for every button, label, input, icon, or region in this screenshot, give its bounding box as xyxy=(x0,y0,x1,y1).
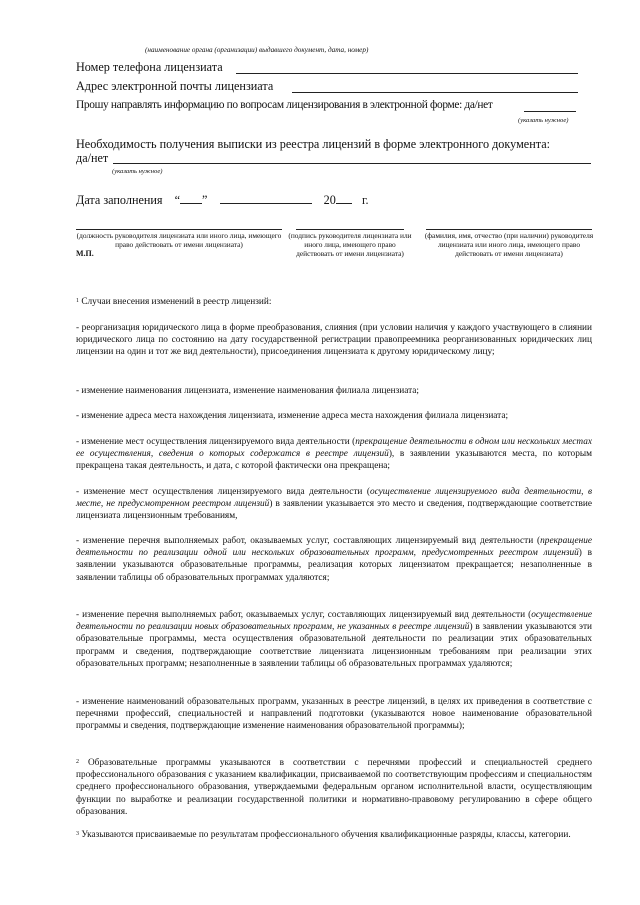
extract-label: Необходимость получения выписки из реестра лицензий в форме электронного документа: xyxy=(76,137,550,151)
case-programs-new: - изменение перечня выполняемых работ, оказываемых услуг, составляющих лицензируемый вид деятельности (осуществление деятельности по реализации новых образовательных программ, не указанных в реестре лицензий) в заявлении указываются эти образовательные программы, места осуществления образовательной деятельности по реализации этих образовательных программ и сведения, подтверждающие соответствие лицензиата лицензионным требованиям при реализации этих образовательных программ; незаполненные в заявлении таблицы об образовательных программах удаляются; xyxy=(76,610,592,669)
name-caption: (фамилия, имя, отчество (при наличии) руководителя лицензиата или иного лица, имеющего право действовать от имени лицензиата) xyxy=(424,231,594,258)
date-row xyxy=(76,192,369,208)
date-day-field[interactable] xyxy=(180,192,202,204)
date-month-field[interactable] xyxy=(220,192,312,204)
phone-field[interactable] xyxy=(236,73,578,74)
name-field[interactable] xyxy=(426,229,592,230)
date-quote-close: ” xyxy=(202,193,208,207)
extract-hint: (указать нужное) xyxy=(112,168,163,175)
case-reorganization: - реорганизация юридического лица в форме преобразования, слияния (при условии наличия у каждого участвующего в слиянии юридического лица по состоянию на дату государственной регистрации правопреемника реорганизованных юридических лиц лицензии на один и тот же вид деятельности), присоединения лицензиата к другому юридическому лицу; xyxy=(76,323,592,358)
date-year-prefix: 20 xyxy=(323,193,336,207)
case-address-change: - изменение адреса места нахождения лицензиата, изменение адреса места нахождения филиала лицензиата; xyxy=(76,411,509,421)
date-year-field[interactable] xyxy=(336,192,352,204)
footnote-1-title: $^1$ Случаи внесения изменений в реестр лицензий: xyxy=(76,297,272,307)
request-field[interactable] xyxy=(524,111,576,112)
extract-field[interactable] xyxy=(113,163,591,164)
issuer-caption: (наименование органа (организации) выдавшего документ, дата, номер) xyxy=(145,46,369,54)
footnote-2: $^2$ Образовательные программы указываются в соответствии с перечнями профессий и специальностей среднего профессионального образования с указанием квалификации, присваиваемой по соответствующим профессиям и специальностям среднего профессионального образования, утверждаемыми федеральным органом исполнительной власти, осуществляющим функции по выработке и реализации государственной политики и нормативно-правовому регулированию в сфере общего образования. xyxy=(76,758,592,817)
case-programs-termination: - изменение перечня выполняемых работ, оказываемых услуг, составляющих лицензируемый вид деятельности (прекращение деятельности по реализации одной или нескольких образовательных программ, предусмотренных реестром лицензий) в заявлении указываются образовательные программы, реализация которых лицензиатом прекращается; незаполненные в заявлении таблицы об образовательных программах удаляются; xyxy=(76,536,593,583)
date-quote-open: “ xyxy=(174,193,181,207)
position-caption: (должность руководителя лицензиата или иного лица, имеющего право действовать от имени лицензиата) xyxy=(76,231,282,249)
date-label: Дата заполнения xyxy=(76,193,163,207)
email-field[interactable] xyxy=(292,92,578,93)
request-label: Прошу направлять информацию по вопросам лицензирования в электронной форме: да/нет xyxy=(76,99,493,111)
stamp-place: М.П. xyxy=(76,249,94,258)
footnote-1-mark: 1 xyxy=(76,298,79,304)
footnote-2-mark: 2 xyxy=(76,759,79,765)
signature-field[interactable] xyxy=(296,229,404,230)
email-label: Адрес электронной почты лицензиата xyxy=(76,79,274,93)
case-location-new: - изменение мест осуществления лицензируемого вида деятельности (осуществление лицензируемого вида деятельности, в месте, не предусмотренном реестром лицензий) в заявлении указывается это место и сведения, подтверждающие соответствие лицензиата лицензионным требованиям, xyxy=(76,487,592,522)
request-hint: (указать нужное) xyxy=(518,117,569,124)
signature-caption: (подпись руководителя лицензиата или иного лица, имеющего право действовать от имени лицензиата) xyxy=(288,231,412,258)
position-field[interactable] xyxy=(76,229,282,230)
case-location-termination: - изменение мест осуществления лицензируемого вида деятельности (прекращение деятельности в одном или нескольких местах ее осуществления, сведения о которых содержатся в реестре лицензий), в заявлении указываются места, по которым прекращена такая деятельность, и дата, с которой фактически она прекращена; xyxy=(76,437,592,472)
case-programs-rename: - изменение наименований образовательных программ, указанных в реестре лицензий, в целях их приведения в соответствие с перечнями профессий, специальностей и направлений подготовки (указываются новое наименование образовательной программы и сведения, подтверждающие изменение наименования образовательной программы); xyxy=(76,697,592,732)
case-name-change: - изменение наименования лицензиата, изменение наименования филиала лицензиата; xyxy=(76,386,419,396)
date-year-suffix: г. xyxy=(361,193,369,207)
footnote-3-mark: 3 xyxy=(76,831,79,837)
phone-label: Номер телефона лицензиата xyxy=(76,60,223,74)
footnote-3: $^3$ Указываются присваиваемые по результатам профессионального обучения квалификационные разряды, классы, категории. xyxy=(76,830,571,840)
extract-yesno: да/нет xyxy=(76,151,109,165)
